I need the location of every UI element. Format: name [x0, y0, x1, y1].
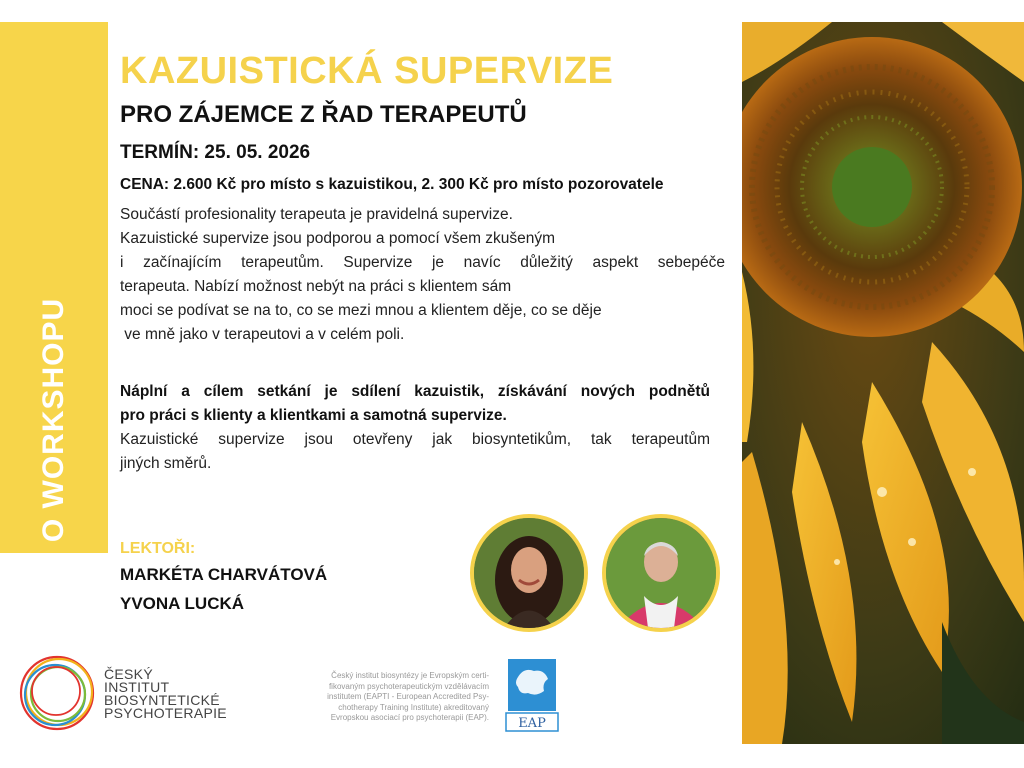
accreditation-line: chotherapy Training Institute) akreditovaný — [338, 702, 489, 712]
description-line: moci se podívat se na to, co se mezi mnou a klientem děje, co se děje — [120, 302, 602, 319]
logo-line: ČESKÝ — [104, 666, 153, 682]
accreditation-text — [282, 671, 489, 724]
page-title: KAZUISTICKÁ SUPERVIZE — [120, 50, 614, 92]
description-line: ve mně jako v terapeutovi a v celém poli. — [120, 326, 405, 343]
sunflower-photo — [742, 22, 1024, 744]
description-line: terapeuta. Nabízí možnost nebýt na práci s klientem sám — [120, 278, 512, 295]
eap-logo-text: EAP — [518, 716, 546, 731]
description — [120, 203, 725, 347]
goal-line: jiných směrů. — [120, 455, 212, 472]
accreditation-line: institutem (EAPTI - European Accredited Psy- — [327, 692, 489, 701]
logo-line: INSTITUT — [104, 679, 170, 695]
lector-photo — [470, 514, 588, 632]
description-line: i začínajícím terapeutům. Supervize je navíc důležitý aspekt sebepéče — [120, 254, 725, 271]
lectors-label: LEKTOŘI: — [120, 540, 196, 557]
description-line: Součástí profesionality terapeuta je pravidelná supervize. — [120, 206, 513, 223]
sunflower-illustration — [742, 22, 1024, 744]
event-date: TERMÍN: 25. 05. 2026 — [120, 142, 311, 163]
lector-name: YVONA LUCKÁ — [120, 594, 245, 613]
goal-section — [120, 380, 710, 476]
lector-photo-illustration — [606, 518, 716, 628]
accreditation-line: Evropskou asociací pro psychoterapii (EAP). — [330, 713, 489, 722]
lector-photo-illustration — [474, 518, 584, 628]
goal-bold-line: Náplní a cílem setkání je sdílení kazuistik, získávání nových podnětů — [120, 383, 710, 400]
page-subtitle: PRO ZÁJEMCE Z ŘAD TERAPEUTŮ — [120, 101, 527, 128]
goal-bold-line: pro práci s klienty a klientkami a samotná supervize. — [120, 407, 507, 424]
logo-line: BIOSYNTETICKÉ — [104, 692, 220, 708]
eap-logo-icon — [504, 657, 560, 735]
description-line: Kazuistické supervize jsou podporou a pomocí všem zkušeným — [120, 230, 556, 247]
institute-logo-text — [104, 668, 227, 720]
goal-line: Kazuistické supervize jsou otevřeny jak biosyntetikům, tak terapeutům — [120, 431, 710, 448]
logo-line: PSYCHOTERAPIE — [104, 705, 227, 721]
accreditation-line: Český institut biosyntézy je Evropským certi- — [331, 671, 489, 680]
side-band-label: O WORKSHOPU — [37, 297, 70, 543]
lector-photo — [602, 514, 720, 632]
accreditation-line: fikovaným psychoterapeutickým vzdělávacím — [328, 681, 489, 691]
side-band — [0, 22, 108, 553]
institute-logo-icon — [16, 652, 98, 734]
lector-name: MARKÉTA CHARVÁTOVÁ — [120, 565, 328, 584]
price-info: CENA: 2.600 Kč pro místo s kazuistikou, 2. 300 Kč pro místo pozorovatele — [120, 176, 664, 193]
